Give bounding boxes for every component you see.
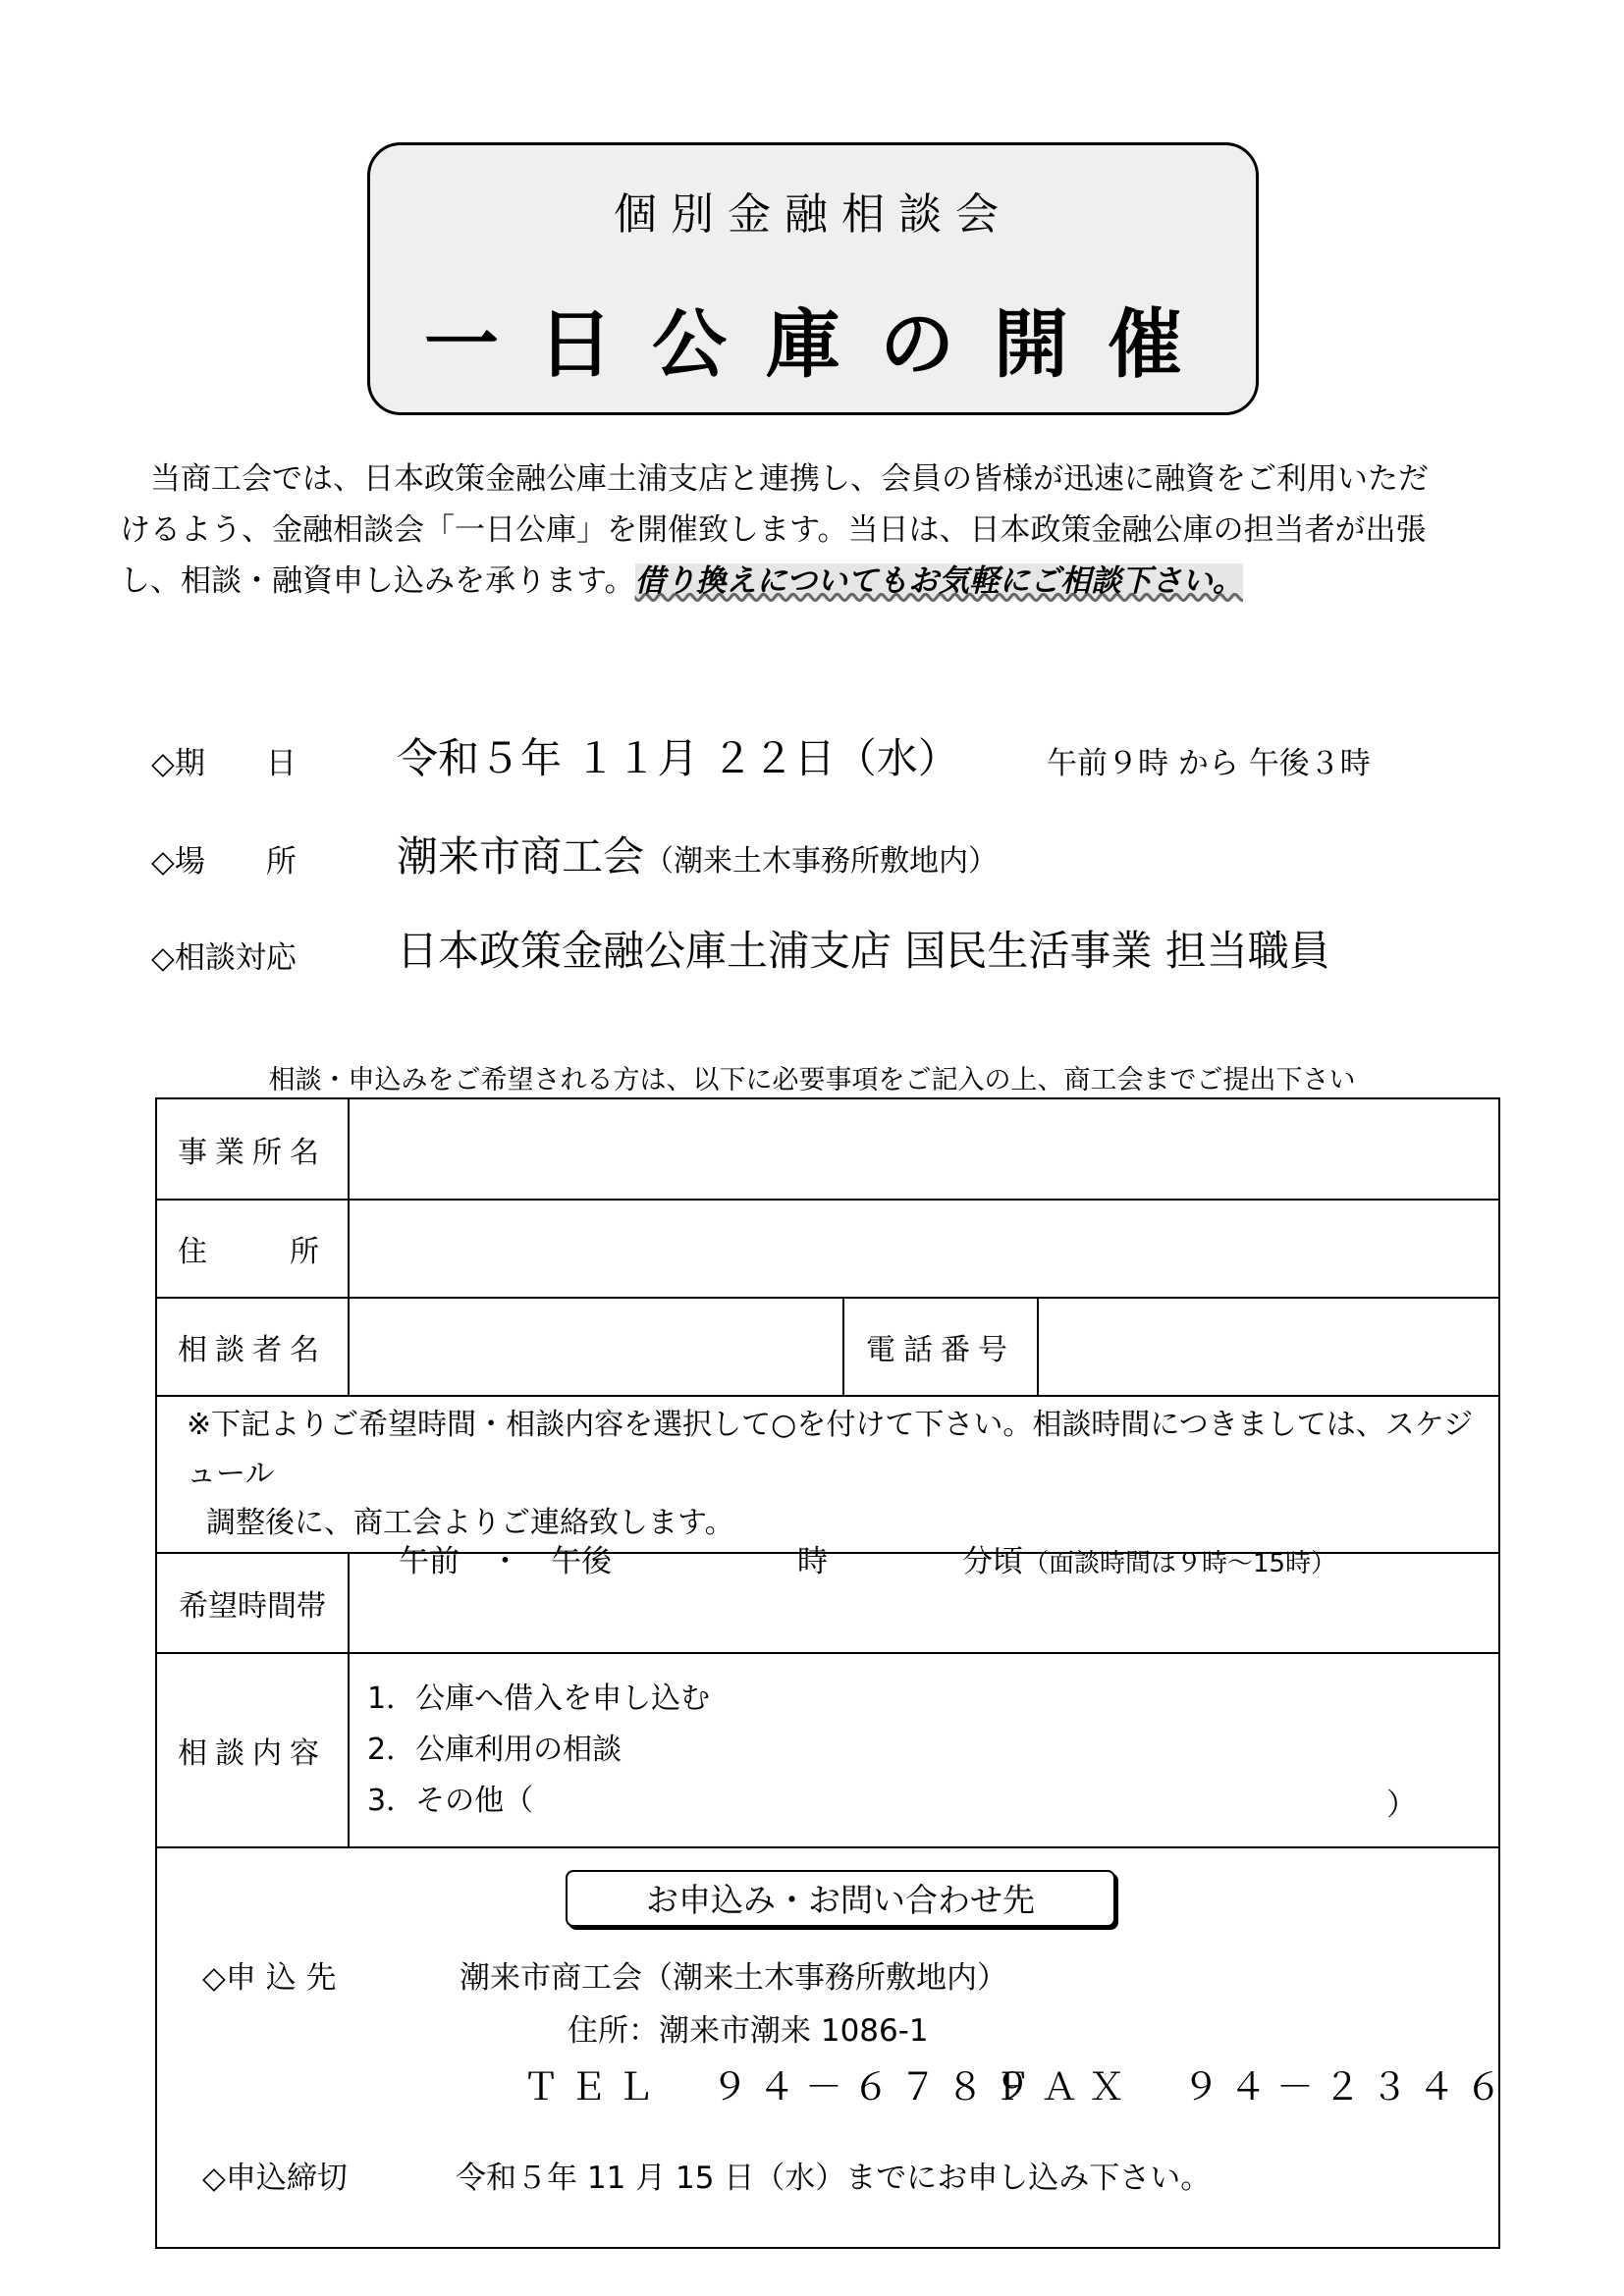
deadline-label: ◇申込締切: [202, 2161, 348, 2196]
staff-value: 日本政策金融公庫土浦支店 国民生活事業 担当職員: [397, 927, 1330, 975]
intro-paragraph: [120, 454, 1514, 607]
selection-note-line-1: ※下記よりご希望時間・相談内容を選択して○を付けて下さい。相談時間につきましては、スケジュール: [187, 1408, 1474, 1491]
intro-line-1: 当商工会では、日本政策金融公庫土浦支店と連携し、会員の皆様が迅速に融資をご利用いただ: [120, 461, 1429, 497]
content-option-1[interactable]: 1．公庫へ借入を申し込む: [367, 1682, 711, 1716]
application-form: [155, 1097, 1513, 2249]
content-option-3-close: ）: [1386, 1788, 1417, 1823]
time-minute-line: [962, 1536, 1336, 1580]
consultant-field[interactable]: [349, 1298, 843, 1396]
time-note: （面談時間は９時～15時）: [1023, 1549, 1337, 1578]
content-options: [349, 1653, 1499, 1847]
phone-label: 電話番号: [843, 1298, 1038, 1396]
content-option-2[interactable]: 2．公庫利用の相談: [367, 1733, 623, 1767]
selection-note-line-2: 調整後に、商工会よりご連絡致します。: [206, 1506, 734, 1540]
consultant-label: 相談者名: [156, 1298, 349, 1396]
date-value: 令和５年 １１月 ２２日（水）: [397, 734, 959, 782]
place-value: 潮来市商工会: [397, 832, 645, 881]
address-field[interactable]: [349, 1200, 1499, 1298]
business-name-label: 事業所名: [156, 1098, 349, 1200]
deadline-value: 令和５年 11 月 15 日（水）までにお申し込み下さい。: [456, 2161, 1212, 2196]
business-name-field[interactable]: [349, 1098, 1499, 1200]
form-instruction: 相談・申込みをご希望される方は、以下に必要事項をご記入の上、商工会までご提出下さい: [268, 1065, 1356, 1095]
contact-heading: お申込み・お問い合わせ先: [566, 1870, 1115, 1927]
phone-field[interactable]: [1038, 1298, 1499, 1396]
staff-label: ◇相談対応: [151, 940, 297, 976]
title-box: [367, 142, 1259, 415]
contact-section: [156, 1847, 1513, 2248]
time-minute: 分頃: [962, 1544, 1023, 1579]
address-label: 住 所: [156, 1200, 349, 1298]
contact-fax: ＦＡＸ ９４－２３４６: [994, 2065, 1513, 2109]
date-label: ◇期 日: [151, 746, 297, 781]
intro-line-3: [120, 556, 1514, 607]
apply-to-value: 潮来市商工会（潮来土木事務所敷地内）: [460, 1960, 1007, 1996]
time-value: 午前９時 から 午後３時: [1047, 746, 1371, 781]
contact-address: 住所：潮来市潮来 1086-1: [568, 2013, 929, 2049]
intro-line-2: けるよう、金融相談会「一日公庫」を開催致します。当日は、日本政策金融公庫の担当者が出張: [120, 512, 1427, 548]
content-label: 相談内容: [156, 1653, 349, 1847]
intro-emphasis: 借り換えについてもお気軽にご相談下さい。: [634, 563, 1243, 599]
place-value-line: [397, 825, 998, 883]
place-label: ◇場 所: [151, 844, 297, 880]
intro-line-3-text: し、相談・融資申し込みを承ります。: [120, 563, 635, 599]
apply-to-label: ◇申 込 先: [202, 1960, 337, 1996]
selection-note: [156, 1396, 1499, 1553]
time-am-pm[interactable]: 午前 ・ 午後: [399, 1544, 612, 1579]
event-title: 一日公庫の開催: [424, 300, 1221, 388]
contact-tel: ＴＥＬ ９４－６７８９: [522, 2065, 1042, 2109]
time-field[interactable]: [349, 1544, 1499, 1653]
time-hour: 時: [797, 1544, 828, 1579]
event-subtitle: 個別金融相談会: [614, 189, 1012, 240]
content-option-3[interactable]: 3．その他（: [367, 1784, 534, 1818]
time-label: 希望時間帯: [156, 1553, 349, 1653]
place-note: （潮来土木事務所敷地内）: [644, 844, 999, 879]
